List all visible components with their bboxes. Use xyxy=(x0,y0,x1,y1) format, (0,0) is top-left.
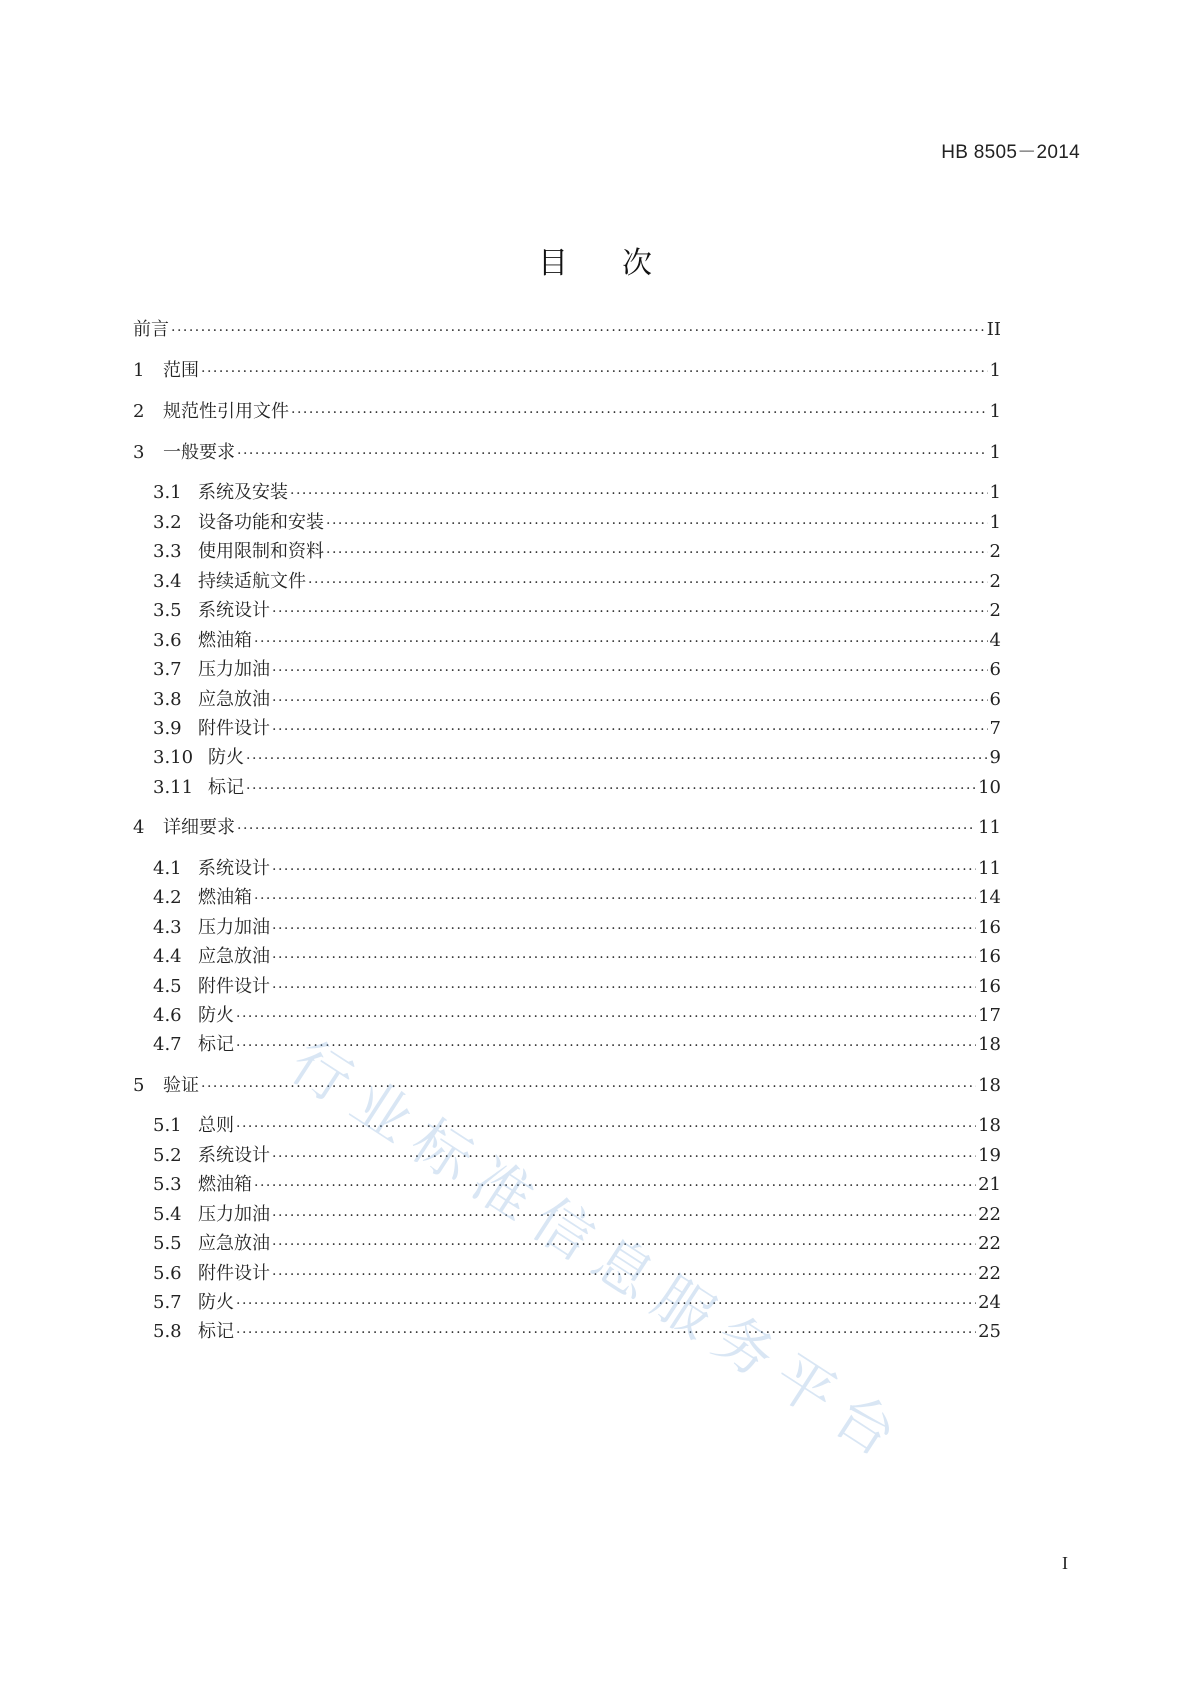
toc-entry-page: 24 xyxy=(978,1292,1001,1313)
toc-entry xyxy=(0,776,1190,800)
toc-entry-number: 3.4 xyxy=(153,571,182,592)
dot-leader xyxy=(246,747,988,771)
toc-entry xyxy=(0,1232,1190,1256)
toc-entry-page: 7 xyxy=(989,718,1001,739)
toc-entry-number: 3 xyxy=(133,442,145,463)
dot-leader xyxy=(272,917,976,941)
toc-entry xyxy=(0,400,1190,424)
toc-entry-number: 3.7 xyxy=(153,659,182,680)
toc-entry xyxy=(0,570,1190,594)
toc-entry-title: 详细要求 xyxy=(163,817,235,838)
toc-entry xyxy=(0,886,1190,910)
toc-entry-title: 设备功能和安装 xyxy=(198,512,324,533)
toc-entry-page: 14 xyxy=(978,887,1001,908)
toc-entry-title: 燃油箱 xyxy=(198,887,252,908)
toc-entry-page: 16 xyxy=(978,946,1001,967)
toc-entry xyxy=(0,441,1190,465)
toc-entry-number: 3.1 xyxy=(153,482,182,503)
toc-entry-title: 标记 xyxy=(198,1321,234,1342)
toc-entry-title: 应急放油 xyxy=(198,689,270,710)
toc-entry-page: 19 xyxy=(978,1145,1001,1166)
toc-entry-page: 16 xyxy=(978,976,1001,997)
toc-entry xyxy=(0,540,1190,564)
toc-entry-title: 附件设计 xyxy=(198,976,270,997)
toc-entry-page: 18 xyxy=(978,1075,1001,1096)
dot-leader xyxy=(290,482,988,506)
toc-entry-page: 2 xyxy=(989,541,1001,562)
toc-entry-title: 系统及安装 xyxy=(198,482,288,503)
toc-entry-number: 5.6 xyxy=(153,1263,182,1284)
toc-entry-number: 3.8 xyxy=(153,689,182,710)
toc-entry-number: 3.5 xyxy=(153,600,182,621)
dot-leader xyxy=(272,1145,976,1169)
toc-entry-title: 防火 xyxy=(198,1292,234,1313)
dot-leader xyxy=(254,1174,976,1198)
dot-leader xyxy=(171,319,985,343)
toc-entry-number: 4.6 xyxy=(153,1005,182,1026)
title-char-1: 目 xyxy=(538,246,568,281)
dot-leader xyxy=(272,659,988,683)
dot-leader xyxy=(272,858,976,882)
toc-entry-title: 防火 xyxy=(208,747,244,768)
watermark: 行业标准信息服务平台 xyxy=(278,1027,920,1477)
dot-leader xyxy=(291,401,988,425)
dot-leader xyxy=(246,777,976,801)
toc-entry-number: 3.9 xyxy=(153,718,182,739)
toc-entry-page: 1 xyxy=(989,360,1001,381)
toc-entry-page: 4 xyxy=(989,630,1001,651)
dot-leader xyxy=(326,541,988,565)
toc-entry-title: 一般要求 xyxy=(163,442,235,463)
toc-entry-page: 6 xyxy=(989,689,1001,710)
toc-entry xyxy=(0,1004,1190,1028)
title-char-2: 次 xyxy=(622,246,652,281)
dot-leader xyxy=(272,600,988,624)
toc-entry-number: 4.5 xyxy=(153,976,182,997)
toc-entry-number: 4.7 xyxy=(153,1034,182,1055)
toc-entry-page: 6 xyxy=(989,659,1001,680)
toc-entry-title: 总则 xyxy=(198,1115,234,1136)
dot-leader xyxy=(236,1321,976,1345)
toc-entry-page: 1 xyxy=(989,482,1001,503)
toc-entry-page: II xyxy=(986,319,1001,340)
toc-entry-title: 规范性引用文件 xyxy=(163,401,289,422)
toc-entry-page: 22 xyxy=(978,1204,1001,1225)
page-number: I xyxy=(1062,1553,1068,1573)
toc-entry-number: 5 xyxy=(133,1075,145,1096)
toc-entry xyxy=(0,1262,1190,1286)
toc-entry-page: 11 xyxy=(978,858,1001,879)
toc-entry xyxy=(0,511,1190,535)
toc-entry xyxy=(0,318,1190,342)
toc-entry-number: 5.7 xyxy=(153,1292,182,1313)
toc-entry-title: 系统设计 xyxy=(198,600,270,621)
toc-entry xyxy=(0,1320,1190,1344)
toc-entry-title: 系统设计 xyxy=(198,858,270,879)
toc-entry xyxy=(0,359,1190,383)
toc-entry-page: 1 xyxy=(989,512,1001,533)
toc-entry-number: 4.4 xyxy=(153,946,182,967)
toc-entry-number: 5.5 xyxy=(153,1233,182,1254)
toc-entry-title: 持续适航文件 xyxy=(198,571,306,592)
toc-entry-number: 4.2 xyxy=(153,887,182,908)
toc-entry-page: 2 xyxy=(989,571,1001,592)
toc-entry xyxy=(0,1144,1190,1168)
dot-leader xyxy=(272,1233,976,1257)
dot-leader xyxy=(326,512,988,536)
dot-leader xyxy=(236,1034,976,1058)
toc-entry-page: 2 xyxy=(989,600,1001,621)
toc-entry xyxy=(0,945,1190,969)
toc-entry-title: 压力加油 xyxy=(198,917,270,938)
toc-entry-number: 5.2 xyxy=(153,1145,182,1166)
toc-entry-page: 18 xyxy=(978,1115,1001,1136)
dot-leader xyxy=(254,887,976,911)
toc-entry-title: 燃油箱 xyxy=(198,630,252,651)
toc-entry-title: 附件设计 xyxy=(198,718,270,739)
toc-entry-number: 3.6 xyxy=(153,630,182,651)
toc-entry-title: 前言 xyxy=(133,319,169,340)
toc-entry-number: 3.2 xyxy=(153,512,182,533)
toc-entry-number: 5.3 xyxy=(153,1174,182,1195)
toc-entry-title: 应急放油 xyxy=(198,946,270,967)
dot-leader xyxy=(272,1204,976,1228)
toc-entry-number: 4.1 xyxy=(153,858,182,879)
dot-leader xyxy=(201,360,988,384)
toc-entry xyxy=(0,975,1190,999)
toc-entry xyxy=(0,1291,1190,1315)
toc-entry-page: 22 xyxy=(978,1233,1001,1254)
toc-entry-number: 1 xyxy=(133,360,145,381)
toc-entry-number: 5.4 xyxy=(153,1204,182,1225)
toc-entry xyxy=(0,717,1190,741)
toc-entry-title: 防火 xyxy=(198,1005,234,1026)
toc-entry-page: 9 xyxy=(989,747,1001,768)
toc-entry xyxy=(0,629,1190,653)
toc-entry-number: 3.10 xyxy=(153,747,194,768)
toc-entry-page: 16 xyxy=(978,917,1001,938)
dot-leader xyxy=(236,1005,976,1029)
toc-entry xyxy=(0,1074,1190,1098)
toc-entry xyxy=(0,1114,1190,1138)
toc-entry-title: 燃油箱 xyxy=(198,1174,252,1195)
toc-entry xyxy=(0,916,1190,940)
toc-entry-title: 标记 xyxy=(208,777,244,798)
toc-entry xyxy=(0,857,1190,881)
toc-entry-page: 25 xyxy=(978,1321,1001,1342)
toc-entry-number: 3.3 xyxy=(153,541,182,562)
dot-leader xyxy=(237,442,988,466)
toc-entry xyxy=(0,746,1190,770)
dot-leader xyxy=(272,718,988,742)
dot-leader xyxy=(272,1263,976,1287)
toc-entry-title: 范围 xyxy=(163,360,199,381)
toc-entry-number: 4 xyxy=(133,817,145,838)
toc-entry-number: 4.3 xyxy=(153,917,182,938)
toc-entry-page: 21 xyxy=(978,1174,1001,1195)
toc-entry-page: 1 xyxy=(989,442,1001,463)
dot-leader xyxy=(272,946,976,970)
toc-entry-page: 1 xyxy=(989,401,1001,422)
toc-entry-title: 标记 xyxy=(198,1034,234,1055)
toc-entry-page: 22 xyxy=(978,1263,1001,1284)
toc-entry-number: 5.8 xyxy=(153,1321,182,1342)
toc-entry-title: 使用限制和资料 xyxy=(198,541,324,562)
dot-leader xyxy=(308,571,988,595)
toc-entry-title: 压力加油 xyxy=(198,1204,270,1225)
toc-entry-page: 10 xyxy=(978,777,1001,798)
toc-entry-number: 2 xyxy=(133,401,145,422)
toc-entry xyxy=(0,658,1190,682)
toc-entry-number: 3.11 xyxy=(153,777,194,798)
toc-entry xyxy=(0,1203,1190,1227)
dot-leader xyxy=(237,817,976,841)
toc-entry xyxy=(0,481,1190,505)
toc-entry xyxy=(0,688,1190,712)
toc-entry-number: 5.1 xyxy=(153,1115,182,1136)
toc-entry xyxy=(0,1173,1190,1197)
dot-leader xyxy=(236,1115,976,1139)
toc-entry-title: 验证 xyxy=(163,1075,199,1096)
toc-entry xyxy=(0,599,1190,623)
toc-entry-title: 应急放油 xyxy=(198,1233,270,1254)
dot-leader xyxy=(272,689,988,713)
dot-leader xyxy=(236,1292,976,1316)
toc-entry-page: 17 xyxy=(978,1005,1001,1026)
dot-leader xyxy=(201,1075,976,1099)
dot-leader xyxy=(254,630,988,654)
toc-entry-page: 18 xyxy=(978,1034,1001,1055)
toc-entry xyxy=(0,816,1190,840)
toc-entry-title: 系统设计 xyxy=(198,1145,270,1166)
standard-code: HB 8505－2014 xyxy=(941,142,1080,163)
toc-entry-title: 压力加油 xyxy=(198,659,270,680)
toc-entry xyxy=(0,1033,1190,1057)
toc-entry-title: 附件设计 xyxy=(198,1263,270,1284)
toc-entry-page: 11 xyxy=(978,817,1001,838)
dot-leader xyxy=(272,976,976,1000)
